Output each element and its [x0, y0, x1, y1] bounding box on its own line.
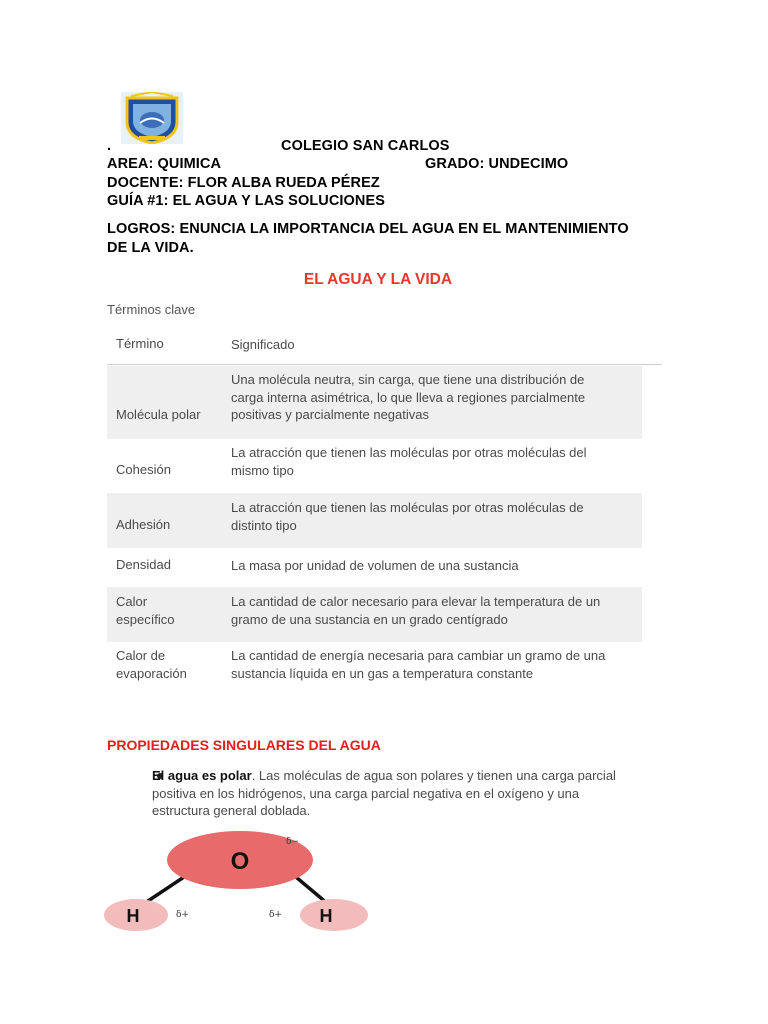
meaning-cell: La cantidad de energía necesaria para cambiar un gramo de una sustancia líquida en un gas a temperatura constante — [231, 648, 606, 681]
table-row — [107, 642, 642, 692]
delta-plus-right-label: δ+ — [269, 910, 282, 920]
table-header-row — [107, 327, 662, 365]
hydrogen-atom-right — [300, 899, 368, 931]
delta-plus-left-label: δ+ — [176, 910, 189, 920]
achievements-line-2: DE LA VIDA. — [107, 240, 194, 256]
water-molecule-diagram — [104, 829, 394, 931]
meaning-cell: La atracción que tienen las moléculas por otras moléculas de distinto tipo — [231, 500, 584, 533]
table-row — [107, 366, 642, 439]
school-name: COLEGIO SAN CARLOS — [281, 138, 450, 154]
main-title: EL AGUA Y LA VIDA — [303, 271, 453, 288]
school-crest-logo — [121, 92, 183, 144]
meaning-cell: La masa por unidad de volumen de una sustancia — [231, 558, 519, 573]
meaning-cell: La atracción que tienen las moléculas por otras moléculas del mismo tipo — [231, 445, 587, 478]
table-row — [107, 587, 642, 642]
guide-label: GUÍA #1: EL AGUA Y LAS SOLUCIONES — [107, 193, 386, 209]
bullet-text: El agua es polar. Las moléculas de agua son polares y tienen una carga parcial positiva en los hidrógenos, una carga parcial negativa en el oxígeno y una estructura general doblada. — [152, 768, 616, 818]
term-cell: Densidad — [116, 557, 171, 572]
term-cell: Calor de evaporación — [116, 648, 187, 681]
hydrogen-right-label: H — [319, 906, 333, 926]
section-title: PROPIEDADES SINGULARES DEL AGUA — [107, 737, 381, 753]
column-header-meaning: Significado — [231, 337, 295, 352]
term-cell: Calor específico — [116, 594, 175, 627]
header-divider — [107, 364, 662, 365]
terms-caption: Términos clave — [107, 302, 196, 317]
delta-minus-label: δ− — [286, 837, 299, 847]
term-cell: Cohesión — [116, 462, 171, 477]
oxygen-label: O — [230, 848, 250, 875]
table-row — [107, 493, 642, 548]
term-cell: Adhesión — [116, 517, 171, 532]
table-row — [107, 439, 642, 493]
area-label: AREA: QUIMICA — [107, 156, 222, 172]
meaning-cell: La cantidad de calor necesario para elevar la temperatura de un gramo de una sustancia en un grado centígrado — [231, 594, 601, 627]
header-dot: . — [107, 138, 112, 154]
term-cell: Molécula polar — [116, 407, 201, 422]
column-header-term: Término — [116, 336, 164, 351]
bullet-bold-lead: El agua es polar — [152, 768, 252, 783]
hydrogen-left-label: H — [126, 906, 140, 926]
grade-label: GRADO: UNDECIMO — [425, 156, 569, 172]
achievements-line-1: LOGROS: ENUNCIA LA IMPORTANCIA DEL AGUA EN EL MANTENIMIENTO — [107, 221, 629, 237]
table-row — [107, 548, 642, 587]
meaning-cell: Una molécula neutra, sin carga, que tiene una distribución de carga interna asimétrica, lo que lleva a regiones parcialmente positivas y parcialmente negativas — [231, 372, 586, 422]
teacher-label: DOCENTE: FLOR ALBA RUEDA PÉREZ — [107, 175, 380, 191]
